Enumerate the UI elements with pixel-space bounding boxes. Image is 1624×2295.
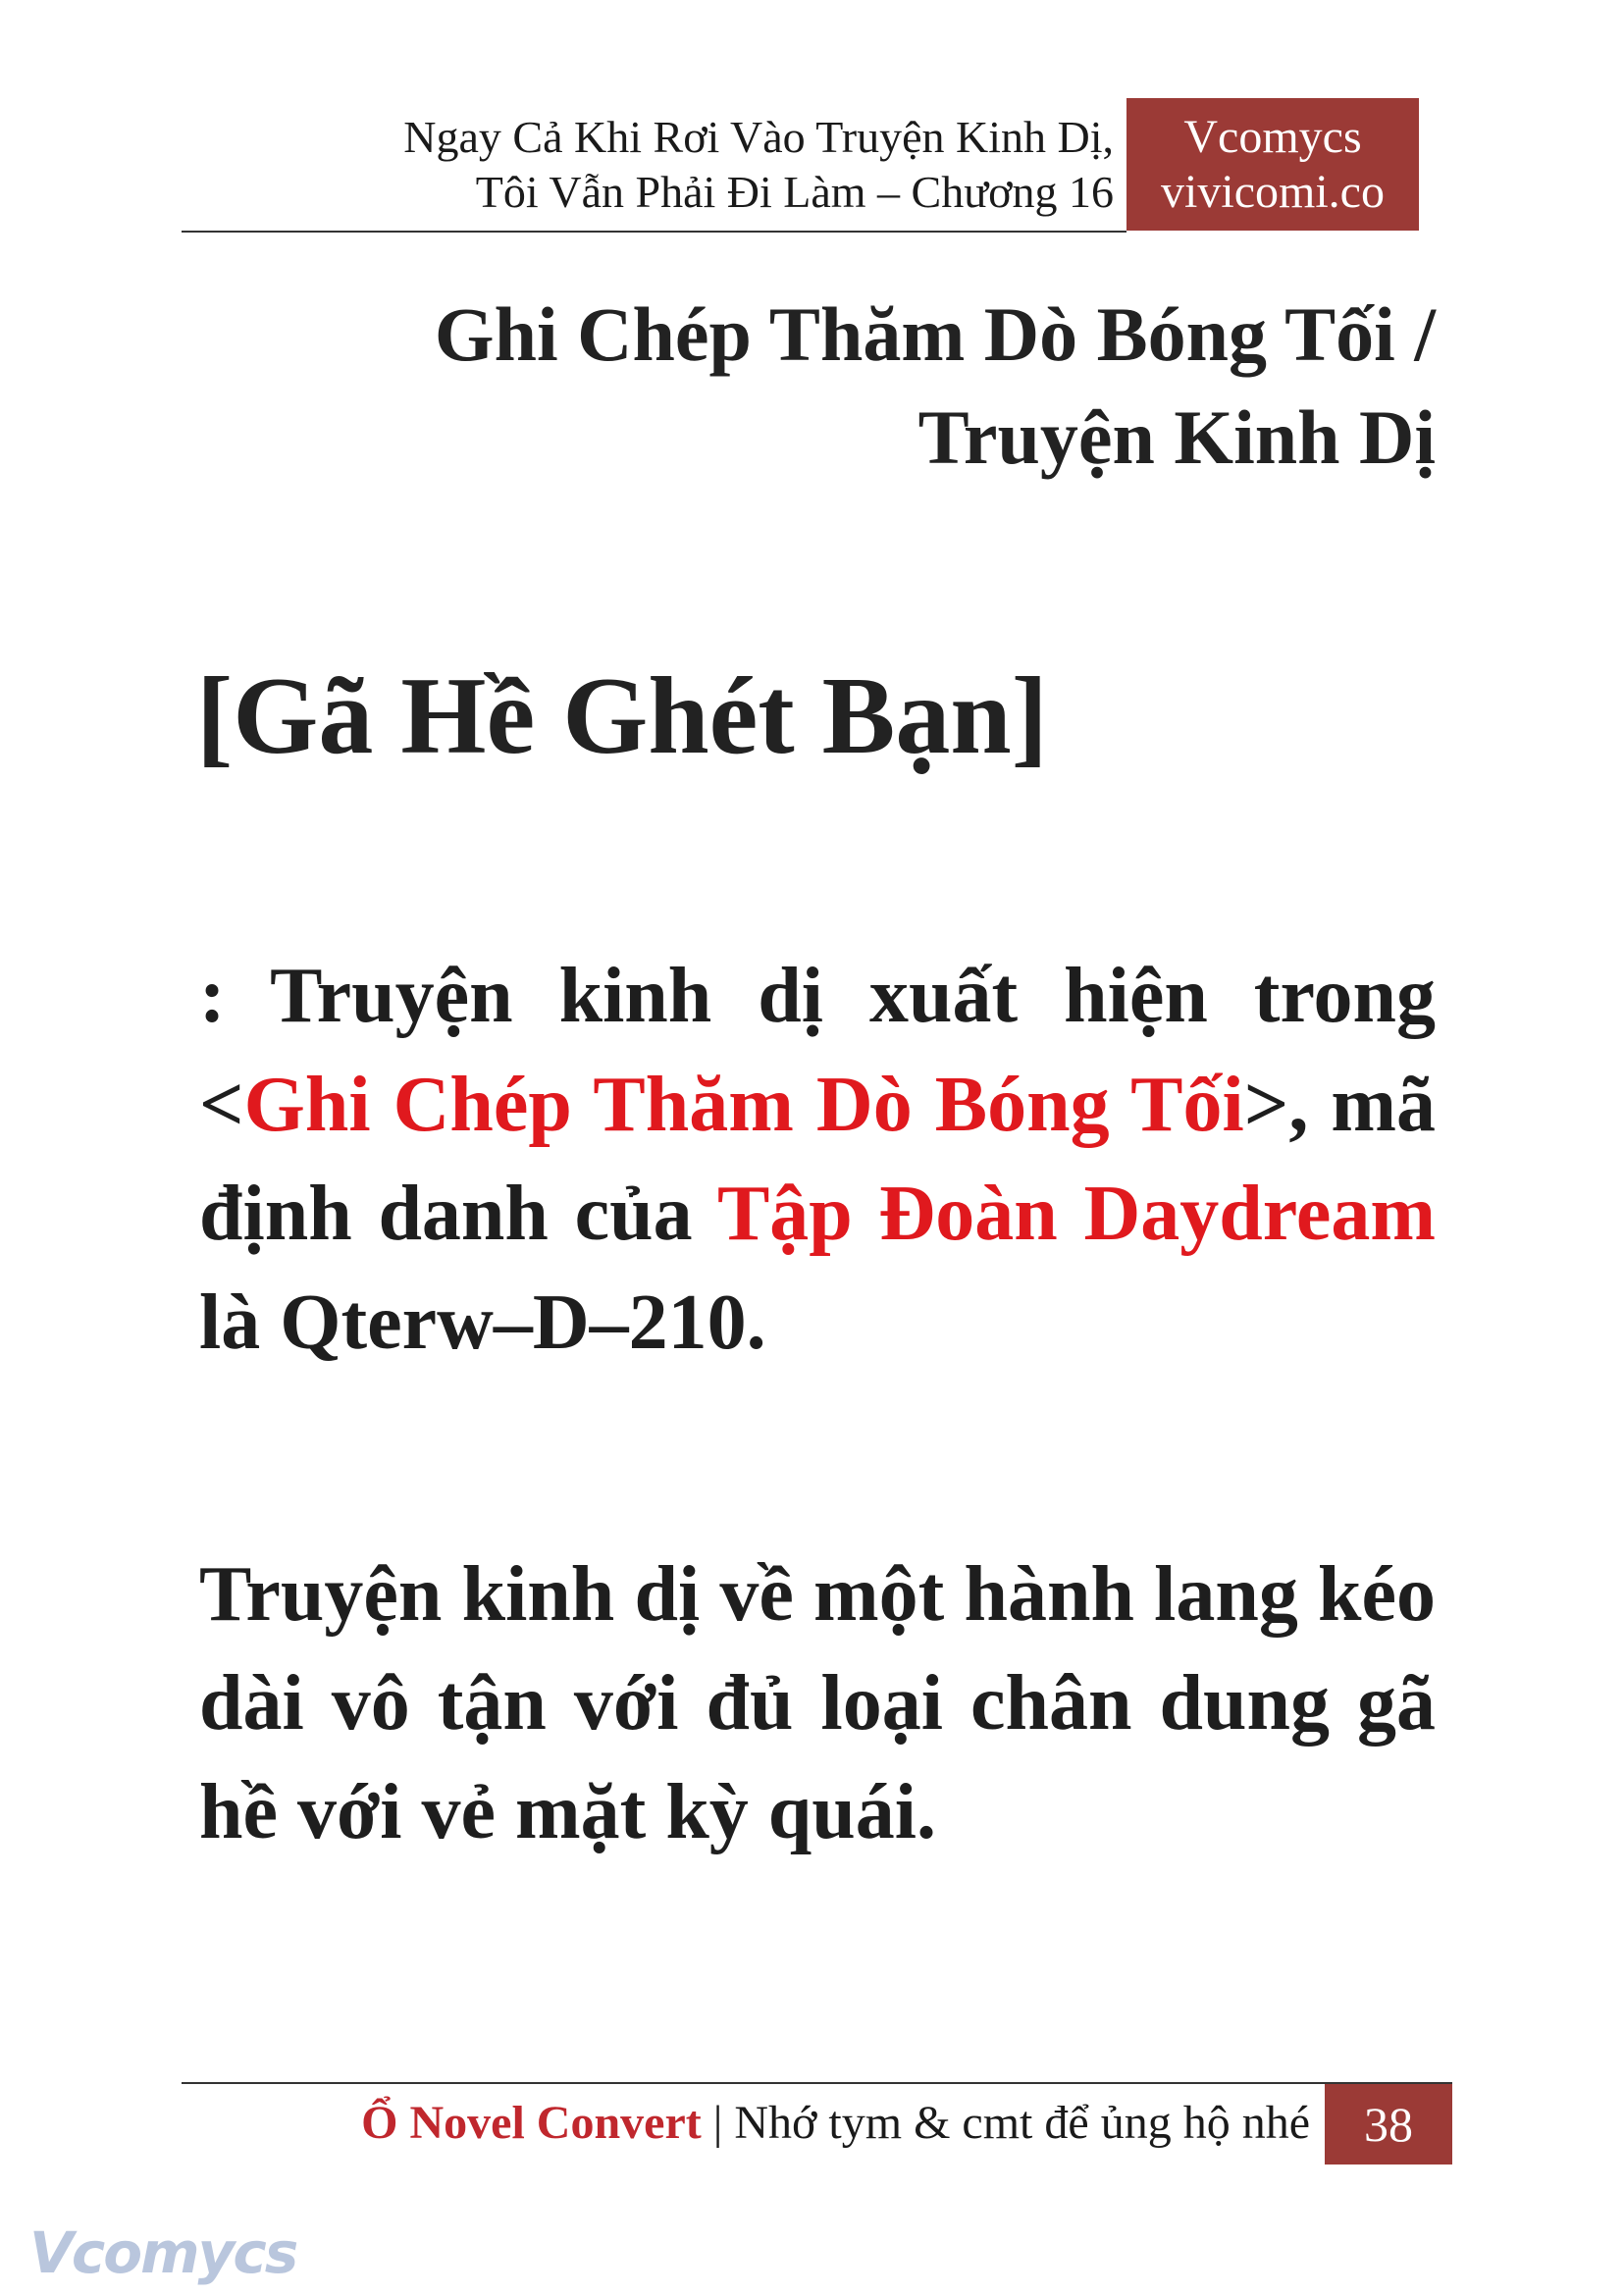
section-heading — [435, 283, 1436, 489]
header-badge-line2: vivicomi.co — [1161, 166, 1385, 218]
watermark-logo: Vcomycs — [29, 2219, 297, 2286]
section-heading-line2: Truyện Kinh Dị — [917, 394, 1436, 480]
header-title — [403, 110, 1114, 220]
paragraph-1-suffix: là Qterw–D–210. — [199, 1279, 766, 1366]
paragraph-1-middle: >, mã định danh của — [199, 1062, 1436, 1257]
footer-divider — [182, 2082, 1452, 2084]
footer-text — [361, 2094, 1310, 2153]
header-badge-line1: Vcomycs — [1183, 111, 1362, 163]
paragraph-2: Truyện kinh dị về một hành lang kéo dài vô tận với đủ loại chân dung gã hề với vẻ mặt kỳ quái. — [199, 1551, 1436, 1855]
paragraph-1-highlight-book: Ghi Chép Thăm Dò Bóng Tối — [243, 1062, 1244, 1148]
section-heading-line1: Ghi Chép Thăm Dò Bóng Tối / — [434, 291, 1436, 377]
header-divider — [182, 231, 1126, 233]
entry-title: [Gã Hề Ghét Bạn] — [196, 655, 1048, 777]
footer-brand: Ổ Novel Convert — [361, 2097, 702, 2149]
paragraph-1-highlight-corp: Tập Đoàn Daydream — [716, 1171, 1436, 1257]
header-title-line1: Ngay Cả Khi Rơi Vào Truyện Kinh Dị, — [403, 112, 1114, 162]
page-number: 38 — [1325, 2084, 1452, 2165]
header-title-line2: Tôi Vẫn Phải Đi Làm – Chương 16 — [475, 167, 1114, 217]
footer-separator: | — [701, 2097, 735, 2149]
paragraph-1 — [199, 942, 1436, 1378]
paragraph-1-prefix: : Truyện kinh dị xuất hiện trong < — [199, 953, 1436, 1148]
page-header — [0, 0, 1624, 235]
footer-note: Nhớ tym & cmt để ủng hộ nhé — [734, 2097, 1310, 2149]
header-badge — [1126, 98, 1419, 231]
